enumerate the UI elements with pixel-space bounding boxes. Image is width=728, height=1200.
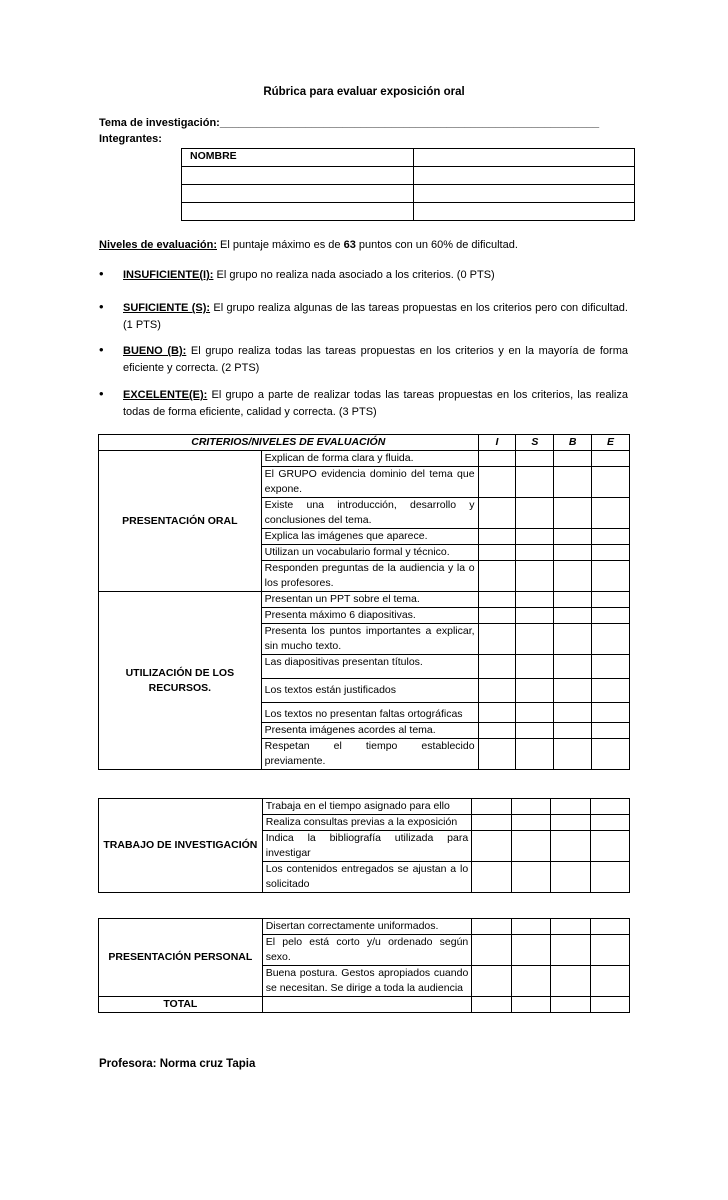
score-cell[interactable] xyxy=(516,561,554,592)
criterion: Presenta imágenes acordes al tema. xyxy=(261,723,478,739)
criterion: Presentan un PPT sobre el tema. xyxy=(261,592,478,608)
score-cell[interactable] xyxy=(516,467,554,498)
criterion: Presenta máximo 6 diapositivas. xyxy=(261,608,478,624)
personal-table xyxy=(98,918,630,1013)
section-presentacion-oral: PRESENTACIÓN ORAL xyxy=(99,451,262,592)
score-cell[interactable] xyxy=(478,608,516,624)
tema-label: Tema de investigación: xyxy=(99,117,220,129)
score-cell[interactable] xyxy=(511,799,550,815)
score-cell[interactable] xyxy=(478,561,516,592)
score-cell[interactable] xyxy=(516,739,554,770)
score-cell[interactable] xyxy=(472,799,511,815)
bullet-icon: • xyxy=(99,299,104,314)
score-cell[interactable] xyxy=(554,679,592,703)
bullet-icon: • xyxy=(99,342,104,357)
score-cell[interactable] xyxy=(592,561,630,592)
criterion: Disertan correctamente uniformados. xyxy=(262,919,472,935)
members-table xyxy=(181,148,635,221)
page-title: Rúbrica para evaluar exposición oral xyxy=(263,86,465,98)
score-cell[interactable] xyxy=(554,655,592,679)
score-cell[interactable] xyxy=(590,862,630,893)
score-cell[interactable] xyxy=(590,799,630,815)
bullet-icon: • xyxy=(99,386,104,401)
score-cell[interactable] xyxy=(592,467,630,498)
score-cell[interactable] xyxy=(592,723,630,739)
members-cell[interactable] xyxy=(182,203,414,221)
score-cell[interactable] xyxy=(472,862,511,893)
score-cell[interactable] xyxy=(551,799,590,815)
level-name: EXCELENTE(E): xyxy=(123,389,208,401)
score-cell[interactable] xyxy=(590,966,629,997)
score-cell[interactable] xyxy=(511,935,550,966)
score-cell[interactable] xyxy=(478,679,516,703)
section-recursos: UTILIZACIÓN DE LOS RECURSOS. xyxy=(99,592,262,770)
level-desc: El grupo no realiza nada asociado a los criterios. (0 PTS) xyxy=(213,269,495,281)
criterion: Responden preguntas de la audiencia y la o los profesores. xyxy=(261,561,478,592)
score-cell[interactable] xyxy=(590,935,629,966)
niveles-text2: puntos con un 60% de dificultad. xyxy=(355,239,518,251)
criterion: El pelo está corto y/u ordenado según sexo. xyxy=(262,935,472,966)
score-cell[interactable] xyxy=(592,679,630,703)
total-cell[interactable] xyxy=(262,997,472,1013)
criterion: Existe una introducción, desarrollo y conclusiones del tema. xyxy=(261,498,478,529)
score-cell[interactable] xyxy=(478,529,516,545)
score-cell[interactable] xyxy=(551,966,590,997)
score-cell[interactable] xyxy=(516,624,554,655)
level-b-header: B xyxy=(554,435,592,451)
score-cell[interactable] xyxy=(592,451,630,467)
members-cell[interactable] xyxy=(414,203,635,221)
score-cell[interactable] xyxy=(554,561,592,592)
score-cell[interactable] xyxy=(592,703,630,723)
criterion: Realiza consultas previas a la exposición xyxy=(262,815,471,831)
score-cell[interactable] xyxy=(516,679,554,703)
score-cell[interactable] xyxy=(472,935,511,966)
score-cell[interactable] xyxy=(592,592,630,608)
tema-line xyxy=(99,117,599,129)
level-desc: El grupo a parte de realizar todas las tareas propuestas en los criterios, las realiza todas de forma eficiente, calidad y correcta. (3 PTS) xyxy=(123,389,628,418)
score-cell[interactable] xyxy=(472,966,511,997)
criterion: Indica la bibliografía utilizada para investigar xyxy=(262,831,471,862)
score-cell[interactable] xyxy=(478,451,516,467)
level-e-header: E xyxy=(592,435,630,451)
score-cell[interactable] xyxy=(592,529,630,545)
score-cell[interactable] xyxy=(554,451,592,467)
score-cell[interactable] xyxy=(554,529,592,545)
level-s-header: S xyxy=(516,435,554,451)
level-bueno xyxy=(123,343,628,377)
score-cell[interactable] xyxy=(554,723,592,739)
score-cell[interactable] xyxy=(511,831,550,862)
members-cell[interactable] xyxy=(414,167,635,185)
score-cell[interactable] xyxy=(478,624,516,655)
score-cell[interactable] xyxy=(554,703,592,723)
level-excelente xyxy=(123,387,628,421)
investigacion-table xyxy=(98,798,630,893)
score-cell[interactable] xyxy=(516,655,554,679)
score-cell[interactable] xyxy=(516,592,554,608)
score-cell[interactable] xyxy=(590,997,629,1013)
score-cell[interactable] xyxy=(554,739,592,770)
score-cell[interactable] xyxy=(472,919,511,935)
criterion: Buena postura. Gestos apropiados cuando se necesitan. Se dirige a toda la audiencia xyxy=(262,966,472,997)
members-cell[interactable] xyxy=(414,149,635,167)
criterion: Los textos están justificados xyxy=(261,679,478,703)
score-cell[interactable] xyxy=(516,451,554,467)
score-cell[interactable] xyxy=(478,498,516,529)
score-cell[interactable] xyxy=(592,498,630,529)
level-name: SUFICIENTE (S): xyxy=(123,302,211,314)
score-cell[interactable] xyxy=(592,624,630,655)
score-cell[interactable] xyxy=(551,997,590,1013)
score-cell[interactable] xyxy=(472,815,511,831)
score-cell[interactable] xyxy=(478,592,516,608)
criterion: Los contenidos entregados se ajustan a lo solicitado xyxy=(262,862,471,893)
score-cell[interactable] xyxy=(511,862,550,893)
score-cell[interactable] xyxy=(590,831,630,862)
score-cell[interactable] xyxy=(551,815,590,831)
score-cell[interactable] xyxy=(554,624,592,655)
score-cell[interactable] xyxy=(592,608,630,624)
criterion: Respetan el tiempo establecido previamente. xyxy=(261,739,478,770)
section-personal: PRESENTACIÓN PERSONAL xyxy=(99,919,263,997)
score-cell[interactable] xyxy=(590,919,629,935)
members-header: NOMBRE xyxy=(182,149,414,167)
score-cell[interactable] xyxy=(478,545,516,561)
members-cell[interactable] xyxy=(414,185,635,203)
rubric-table xyxy=(98,434,630,770)
level-desc: El grupo realiza todas las tareas propuestas en los criterios y en la mayoría de forma eficiente y correcta. (2 PTS) xyxy=(123,345,628,374)
score-cell[interactable] xyxy=(511,919,550,935)
score-cell[interactable] xyxy=(551,862,590,893)
teacher-signature: Profesora: Norma cruz Tapia xyxy=(99,1058,256,1070)
tema-blank: ______________________________________________________________ xyxy=(219,117,600,129)
score-cell[interactable] xyxy=(554,608,592,624)
members-cell[interactable] xyxy=(182,167,414,185)
score-cell[interactable] xyxy=(511,815,550,831)
score-cell[interactable] xyxy=(551,831,590,862)
level-insuficiente xyxy=(123,267,628,284)
level-name: INSUFICIENTE(I): xyxy=(123,269,214,281)
score-cell[interactable] xyxy=(472,831,511,862)
total-label: TOTAL xyxy=(99,997,263,1013)
score-cell[interactable] xyxy=(516,608,554,624)
score-cell[interactable] xyxy=(554,545,592,561)
criterion: Los textos no presentan faltas ortográficas xyxy=(261,703,478,723)
bullet-icon: • xyxy=(99,266,104,281)
score-cell[interactable] xyxy=(516,498,554,529)
score-cell[interactable] xyxy=(472,997,511,1013)
score-cell[interactable] xyxy=(554,467,592,498)
niveles-max: 63 xyxy=(343,239,356,251)
criterion: Presenta los puntos importantes a explicar, sin mucho texto. xyxy=(261,624,478,655)
score-cell[interactable] xyxy=(478,467,516,498)
score-cell[interactable] xyxy=(592,739,630,770)
criteria-header: CRITERIOS/NIVELES DE EVALUACIÓN xyxy=(99,435,479,451)
score-cell[interactable] xyxy=(478,739,516,770)
score-cell[interactable] xyxy=(554,592,592,608)
score-cell[interactable] xyxy=(478,723,516,739)
niveles-text1: El puntaje máximo es de xyxy=(217,239,344,251)
score-cell[interactable] xyxy=(516,703,554,723)
score-cell[interactable] xyxy=(551,935,590,966)
score-cell[interactable] xyxy=(511,997,550,1013)
criterion: Utilizan un vocabulario formal y técnico. xyxy=(261,545,478,561)
niveles-line xyxy=(99,239,518,251)
integrantes-label: Integrantes: xyxy=(99,133,162,145)
members-cell[interactable] xyxy=(182,185,414,203)
score-cell[interactable] xyxy=(590,815,630,831)
niveles-label: Niveles de evaluación: xyxy=(99,239,217,251)
score-cell[interactable] xyxy=(511,966,550,997)
criterion: El GRUPO evidencia dominio del tema que expone. xyxy=(261,467,478,498)
score-cell[interactable] xyxy=(516,529,554,545)
score-cell[interactable] xyxy=(554,498,592,529)
score-cell[interactable] xyxy=(478,703,516,723)
level-name: BUENO (B): xyxy=(123,345,187,357)
level-suficiente xyxy=(123,300,628,334)
section-investigacion: TRABAJO DE INVESTIGACIÓN xyxy=(99,799,263,893)
criterion: Explica las imágenes que aparece. xyxy=(261,529,478,545)
score-cell[interactable] xyxy=(551,919,590,935)
level-i-header: I xyxy=(478,435,516,451)
score-cell[interactable] xyxy=(478,655,516,679)
criterion: Las diapositivas presentan títulos. xyxy=(261,655,478,679)
level-desc: El grupo realiza algunas de las tareas propuestas en los criterios pero con dificultad. (1 PTS) xyxy=(123,302,628,331)
criterion: Explican de forma clara y fluida. xyxy=(261,451,478,467)
score-cell[interactable] xyxy=(516,545,554,561)
score-cell[interactable] xyxy=(592,545,630,561)
criterion: Trabaja en el tiempo asignado para ello xyxy=(262,799,471,815)
score-cell[interactable] xyxy=(516,723,554,739)
score-cell[interactable] xyxy=(592,655,630,679)
